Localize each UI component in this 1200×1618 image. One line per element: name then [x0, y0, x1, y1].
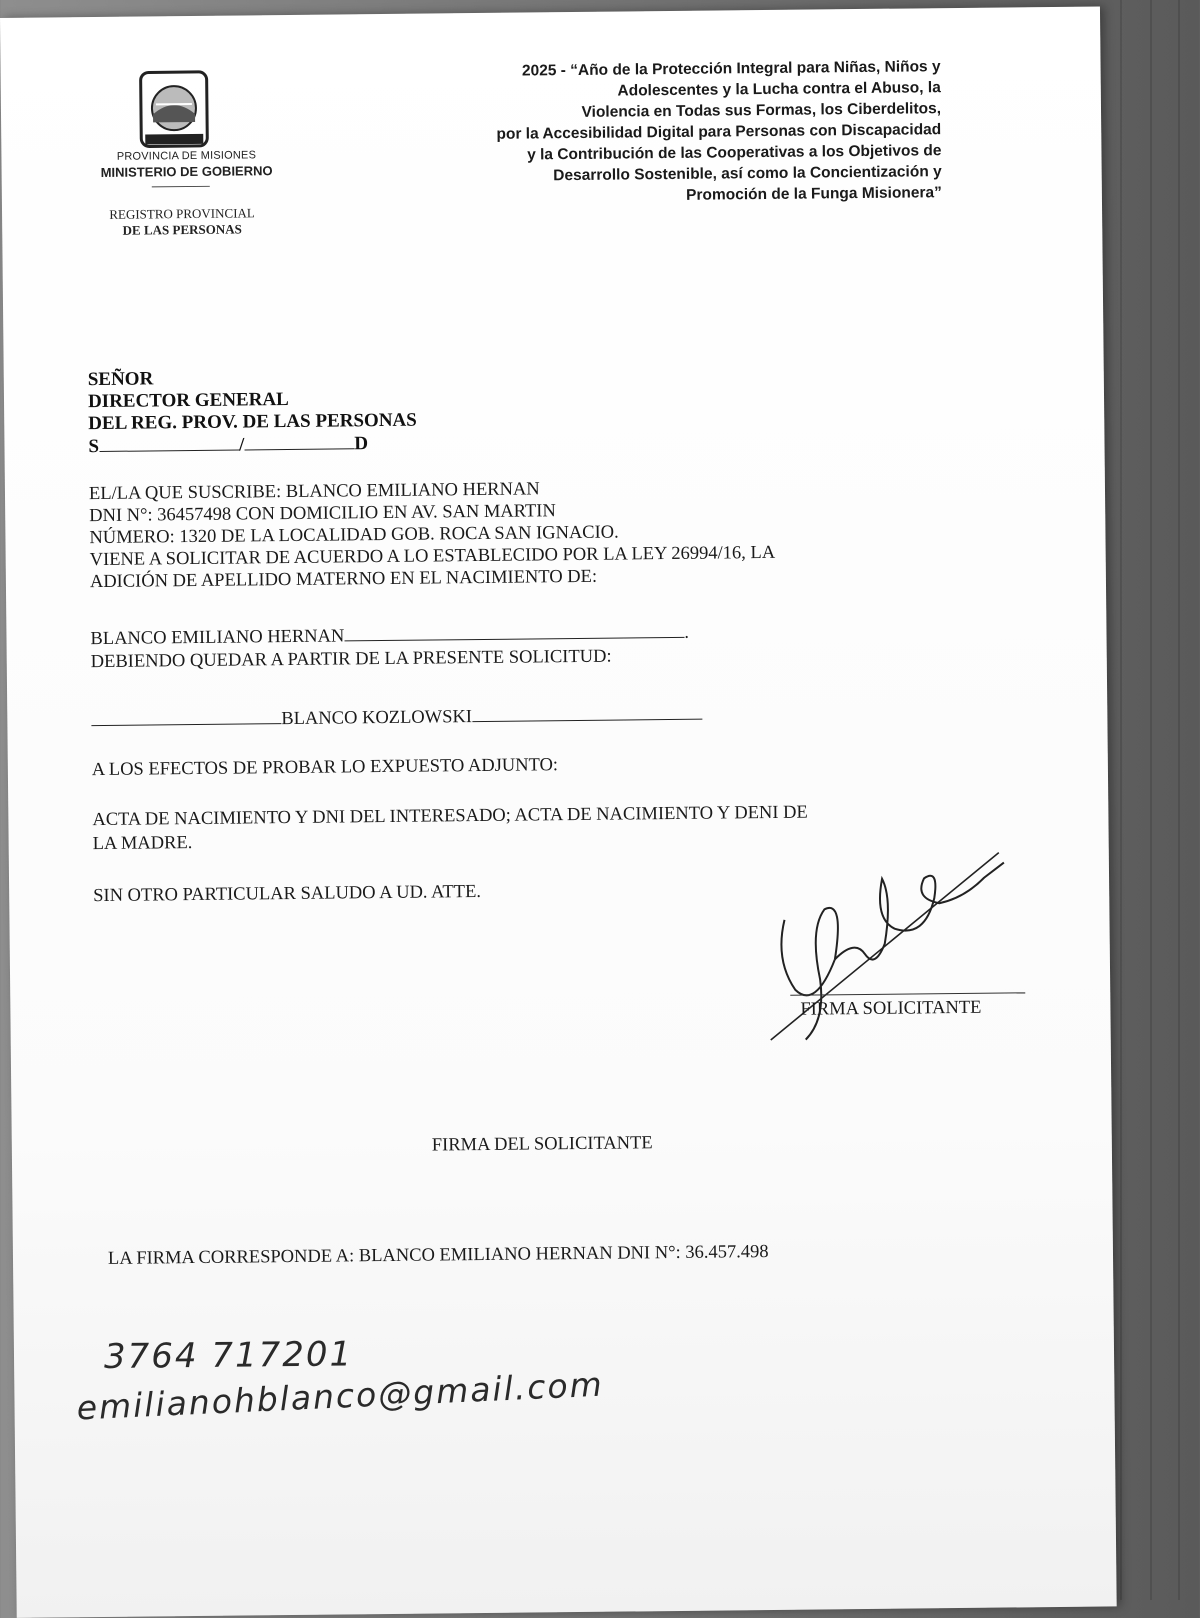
new-surname-line: [91, 703, 702, 732]
body-line: VIENE A SOLICITAR DE ACUERDO A LO ESTABLECIDO POR LA LEY 26994/16, LA: [89, 542, 776, 571]
body-line: LA MADRE.: [92, 833, 193, 855]
slash: /: [238, 434, 245, 456]
addressee-line: DIRECTOR GENERAL: [87, 388, 289, 413]
motto-line: por la Accesibilidad Digital para Personas con Discapacidad: [496, 121, 942, 143]
province-seal-icon: [131, 66, 218, 153]
body-line: DNI N°: 36457498 CON DOMICILIO EN AV. SAN MARTIN: [89, 501, 556, 527]
blank-line: [472, 703, 702, 722]
body-line: A LOS EFECTOS DE PROBAR LO EXPUESTO ADJUNTO:: [91, 755, 559, 781]
addressee-block: [88, 366, 417, 458]
body-line: DEBIENDO QUEDAR A PARTIR DE LA PRESENTE SOLICITUD:: [90, 646, 612, 673]
motto-line: Desarrollo Sostenible, así como la Concientización y: [553, 163, 942, 185]
new-surname: BLANCO KOZLOWSKI: [281, 707, 473, 730]
wood-grain: [1150, 0, 1152, 1600]
d-letter: D: [354, 433, 369, 455]
addressee-line: DEL REG. PROV. DE LAS PERSONAS: [88, 409, 417, 435]
wood-grain: [1120, 0, 1122, 1600]
motto-line: Promoción de la Funga Misionera”: [686, 184, 942, 204]
province-name: PROVINCIA DE MISIONES: [116, 149, 257, 163]
registry-line1: REGISTRO PROVINCIAL: [109, 205, 255, 222]
body-line: EL/LA QUE SUSCRIBE: BLANCO EMILIANO HERNAN: [88, 479, 540, 505]
body-line: ADICIÓN DE APELLIDO MATERNO EN EL NACIMIENTO DE:: [89, 566, 598, 593]
blank-line: [244, 432, 354, 450]
applicant-signature-heading: FIRMA DEL SOLICITANTE: [431, 1133, 653, 1156]
motto-line: y la Contribución de las Cooperativas a los Objetivos de: [527, 142, 942, 164]
current-name: BLANCO EMILIANO HERNAN: [90, 626, 345, 650]
motto-line: Violencia en Todas sus Formas, los Ciberdelitos,: [581, 100, 942, 121]
document-page: [0, 6, 1117, 1617]
divider: [152, 186, 210, 188]
period: .: [684, 622, 690, 643]
registry-line2: DE LAS PERSONAS: [122, 221, 242, 238]
blank-line: [99, 434, 239, 452]
body-line: ACTA DE NACIMIENTO Y DNI DEL INTERESADO; ACTA DE NACIMIENTO Y DENI DE: [92, 802, 808, 831]
motto-line: Adolescentes y la Lucha contra el Abuso, la: [617, 79, 941, 100]
handwritten-phone: 3764 717201: [103, 1334, 354, 1377]
body-line: NÚMERO: 1320 DE LA LOCALIDAD GOB. ROCA SAN IGNACIO.: [89, 522, 619, 549]
signature-owner-line: LA FIRMA CORRESPONDE A: BLANCO EMILIANO HERNAN DNI N°: 36.457.498: [107, 1242, 769, 1269]
blank-line: [344, 621, 684, 642]
year-motto: [400, 56, 942, 209]
s-letter: S: [88, 435, 100, 458]
addressee-line: SEÑOR: [87, 368, 154, 391]
ministry-name: MINISTERIO DE GOBIERNO: [100, 163, 273, 180]
addressee-sd-line: [88, 432, 417, 458]
motto-line: 2025 - “Año de la Protección Integral para Niñas, Niños y: [521, 58, 941, 80]
body-line: SIN OTRO PARTICULAR SALUDO A UD. ATTE.: [93, 882, 482, 907]
wood-grain: [1178, 0, 1180, 1600]
handwritten-signature: [764, 837, 1026, 1060]
blank-line: [91, 707, 281, 726]
handwritten-email: emilianohblanco@gmail.com: [75, 1364, 605, 1428]
signature-label: FIRMA SOLICITANTE: [800, 997, 982, 1020]
